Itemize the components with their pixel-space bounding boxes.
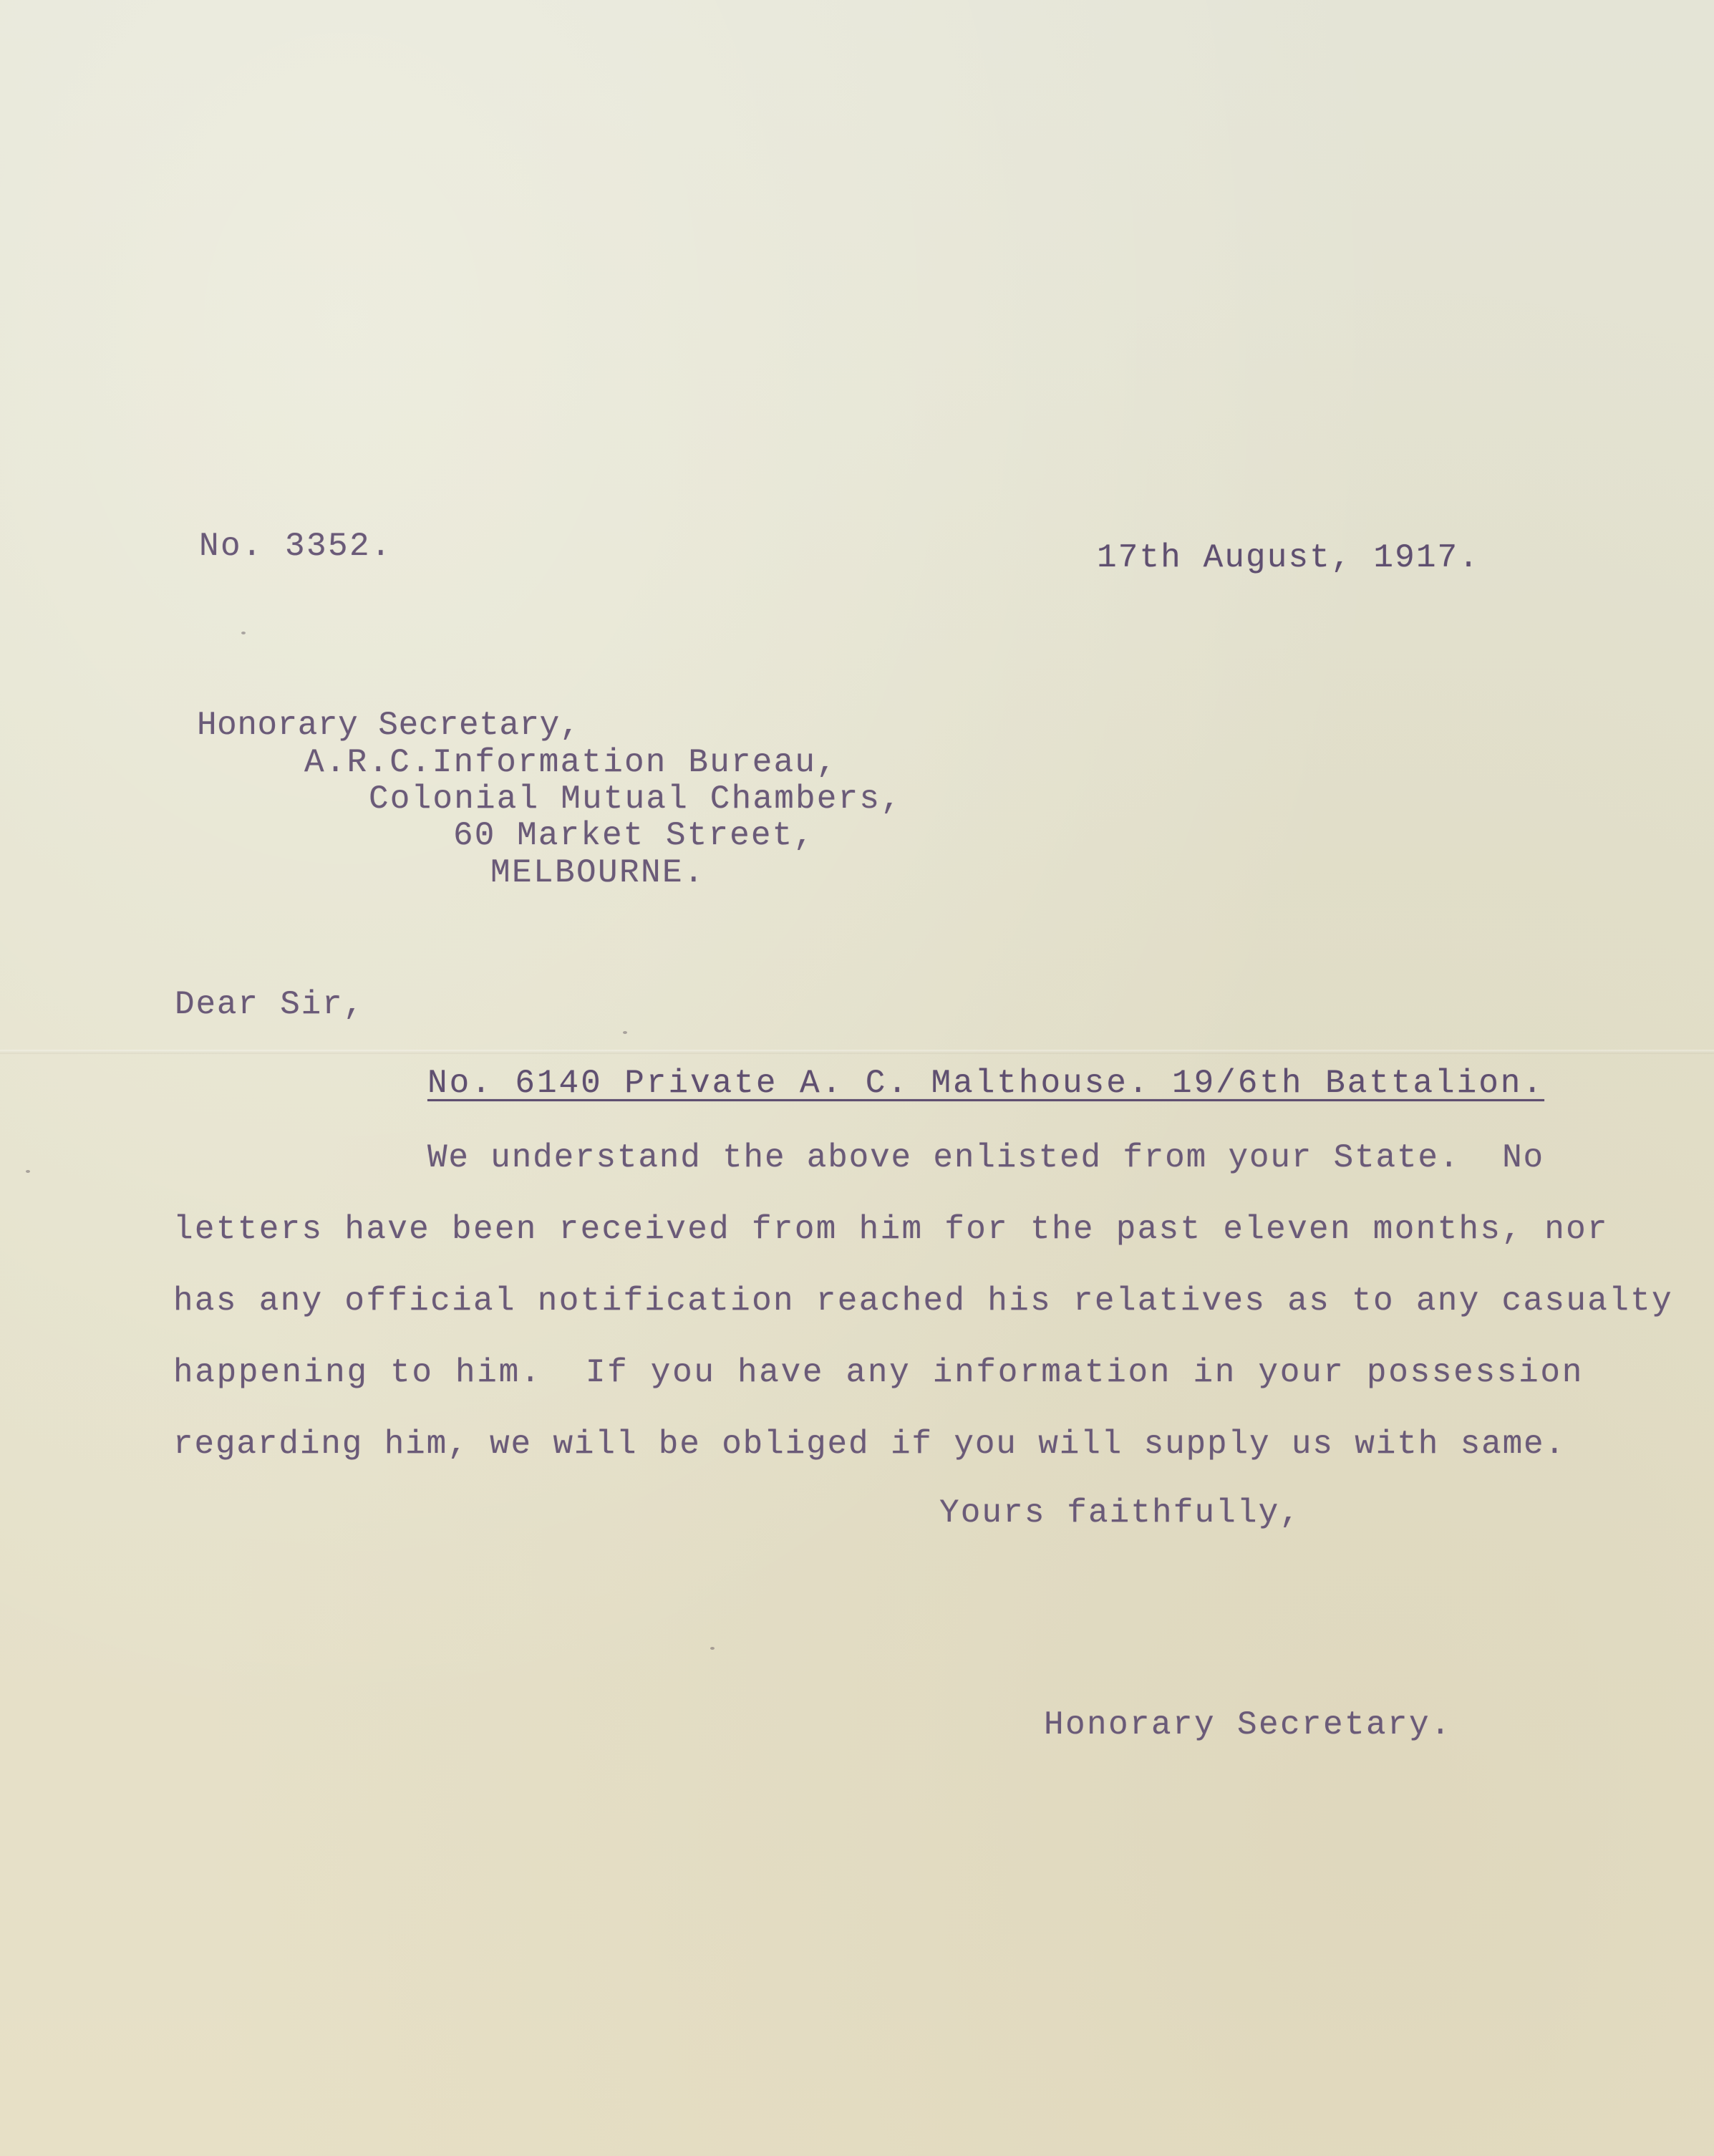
body-line-3: has any official notification reached his relatives as to any casualty xyxy=(173,1282,1673,1320)
addressee-line-3: Colonial Mutual Chambers, xyxy=(369,780,902,818)
addressee-line-4: 60 Market Street, xyxy=(453,817,815,854)
paper-fold xyxy=(0,1050,1714,1054)
addressee-line-2: A.R.C.Information Bureau, xyxy=(304,744,838,781)
body-line-1: We understand the above enlisted from your State. No xyxy=(427,1139,1544,1176)
body-line-5: regarding him, we will be obliged if you will supply us with same. xyxy=(173,1426,1566,1463)
addressee-line-1: Honorary Secretary, xyxy=(197,707,580,744)
salutation: Dear Sir, xyxy=(175,986,364,1023)
reference-number: No. 3352. xyxy=(199,528,392,565)
ink-speck xyxy=(241,632,246,634)
body-line-2: letters have been received from him for the past eleven months, nor xyxy=(173,1211,1609,1248)
addressee-line-5: MELBOURNE. xyxy=(490,854,705,891)
letter-date: 17th August, 1917. xyxy=(1097,539,1480,576)
body-line-4: happening to him. If you have any information in your possession xyxy=(173,1354,1584,1391)
subject-line: No. 6140 Private A. C. Malthouse. 19/6th Battalion. xyxy=(427,1065,1544,1102)
ink-speck xyxy=(710,1647,715,1650)
ink-speck xyxy=(26,1170,30,1173)
signature-title: Honorary Secretary. xyxy=(1044,1706,1452,1744)
ink-speck xyxy=(623,1031,627,1034)
closing: Yours faithfully, xyxy=(939,1494,1301,1532)
